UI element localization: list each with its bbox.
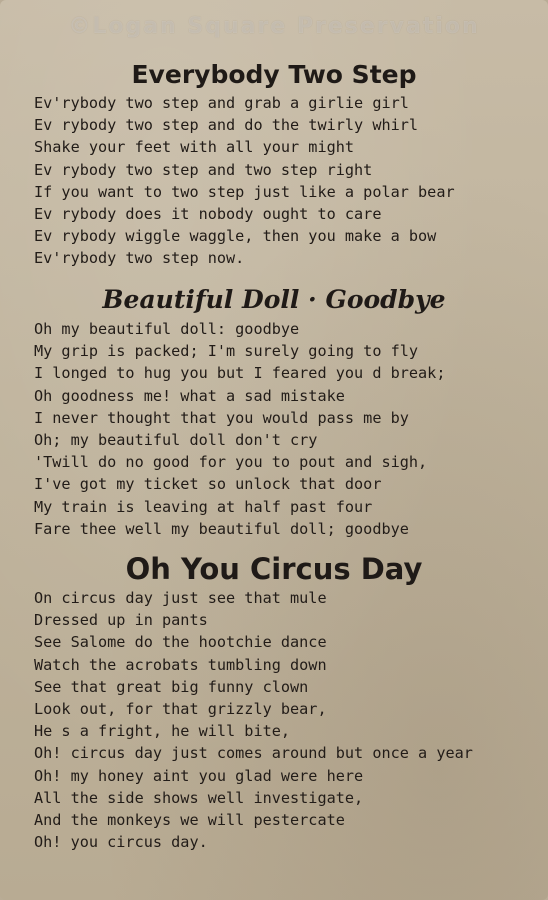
song-beautiful-doll-goodbye	[0, 282, 548, 540]
lyric-line: See Salome do the hootchie dance	[34, 633, 327, 652]
lyric-line: My train is leaving at half past four	[34, 497, 373, 516]
lyric-line: Oh my beautiful doll: goodbye	[34, 320, 300, 338]
lyric-line: Oh! my honey aint you glad were here	[34, 766, 364, 785]
song-title: Oh You Circus Day	[125, 552, 423, 586]
song-title: Beautiful Doll · Goodbye	[102, 285, 446, 314]
lyric-line: Ev rybody two step and do the twirly whirl	[34, 116, 419, 135]
lyric-line: Oh goodness me! what a sad mistake	[34, 386, 345, 405]
lyric-line: And the monkeys we will pestercate	[34, 811, 345, 830]
song-everybody-two-step	[0, 58, 548, 270]
lyric-line: He s a fright, he will bite,	[34, 722, 291, 741]
lyric-line: Dressed up in pants	[34, 611, 208, 630]
lyric-line: Oh! circus day just comes around but once a year	[34, 744, 473, 763]
lyric-line: I've got my ticket so unlock that door	[34, 475, 382, 494]
lyric-line: See that great big funny clown	[34, 677, 309, 696]
lyric-line: 'Twill do no good for you to pout and sigh,	[34, 453, 428, 472]
lyric-line: Ev rybody two step and two step right	[34, 160, 373, 179]
lyrics	[0, 318, 548, 540]
lyric-line: I longed to hug you but I feared you d break;	[34, 364, 446, 383]
lyric-line: My grip is packed; I'm surely going to fly	[34, 342, 419, 361]
lyric-line: I never thought that you would pass me by	[34, 408, 409, 427]
lyric-line: Oh! you circus day.	[34, 833, 208, 852]
lyric-line: Ev rybody wiggle waggle, then you make a bow	[34, 227, 437, 246]
song-title: Everybody Two Step	[131, 60, 417, 89]
lyric-line: Ev rybody does it nobody ought to care	[34, 205, 382, 224]
watermark: ©Logan Square Preservation	[68, 14, 480, 39]
lyric-line: Ev'rybody two step now.	[34, 249, 245, 268]
lyric-line: Shake your feet with all your might	[34, 138, 355, 157]
lyric-line: Ev'rybody two step and grab a girlie girl	[34, 94, 409, 112]
lyric-line: If you want to two step just like a polar bear	[34, 182, 455, 201]
song-oh-you-circus-day	[0, 551, 548, 853]
lyrics	[0, 92, 548, 270]
lyric-line: Fare thee well my beautiful doll; goodbye	[34, 519, 409, 538]
lyric-line: Look out, for that grizzly bear,	[34, 700, 327, 719]
lyrics	[0, 587, 548, 853]
lyric-line: All the side shows well investigate,	[34, 788, 364, 807]
lyric-line: On circus day just see that mule	[34, 589, 327, 607]
lyric-line: Oh; my beautiful doll don't cry	[34, 431, 318, 450]
lyric-line: Watch the acrobats tumbling down	[34, 655, 327, 674]
